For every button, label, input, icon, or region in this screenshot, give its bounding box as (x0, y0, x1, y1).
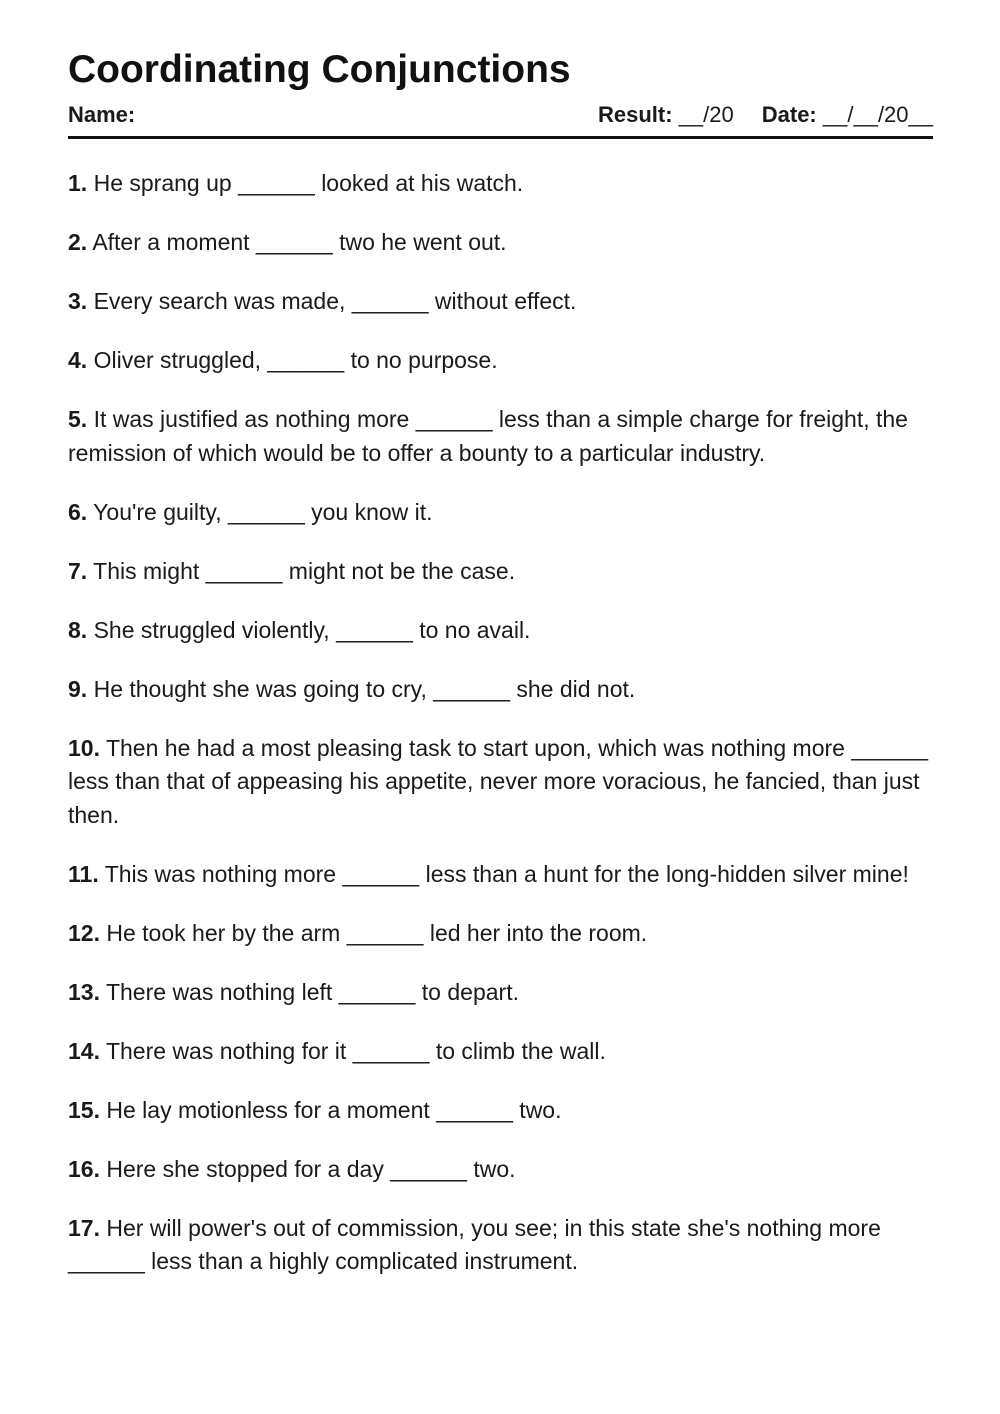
question-text: There was nothing for it ______ to climb the wall. (105, 1037, 606, 1064)
result-label: Result: (598, 102, 673, 127)
question-item (68, 496, 933, 530)
worksheet (68, 44, 933, 1304)
question-item (68, 1094, 933, 1128)
question-number: 3. (68, 288, 88, 314)
question-text: Every search was made, ______ without effect. (93, 288, 577, 314)
question-text: Here she stopped for a day ______ two. (106, 1155, 516, 1182)
question-text: After a moment ______ two he went out. (92, 229, 507, 255)
question-text: He took her by the arm ______ led her into the room. (106, 919, 648, 946)
question-item (68, 285, 933, 319)
question-text: This was nothing more ______ less than a hunt for the long-hidden silver mine! (104, 860, 909, 887)
question-item (68, 1035, 933, 1069)
question-text: This might ______ might not be the case. (93, 557, 516, 584)
question-item (68, 732, 933, 833)
question-number: 6. (68, 498, 88, 525)
question-item (68, 1153, 933, 1187)
question-number: 5. (68, 406, 88, 432)
question-list (68, 167, 933, 1279)
question-item (68, 403, 933, 470)
question-text: Oliver struggled, ______ to no purpose. (93, 347, 498, 373)
result-date-block (598, 100, 933, 130)
question-text: He thought she was going to cry, ______ she did not. (93, 675, 636, 702)
question-item (68, 555, 933, 589)
question-number: 2. (68, 229, 88, 255)
page-title: Coordinating Conjunctions (68, 48, 571, 91)
question-number: 10. (68, 734, 100, 761)
question-number: 12. (68, 919, 100, 946)
question-number: 13. (68, 978, 100, 1005)
question-number: 8. (68, 616, 88, 643)
question-item (68, 858, 933, 892)
question-item (68, 344, 933, 378)
header-row (68, 100, 933, 134)
question-text: He sprang up ______ looked at his watch. (93, 170, 524, 196)
question-item (68, 917, 933, 951)
question-item (68, 614, 933, 648)
question-item (68, 226, 933, 260)
question-item (68, 673, 933, 707)
question-number: 11. (68, 860, 99, 887)
question-text: You're guilty, ______ you know it. (93, 498, 433, 525)
question-text: It was justified as nothing more ______ less than a simple charge for freight, the remission of which would be to offer a bounty to a particular industry. (68, 406, 908, 466)
question-text: There was nothing left ______ to depart. (105, 978, 519, 1005)
question-number: 14. (68, 1037, 100, 1064)
header-divider (68, 136, 933, 139)
date-value: __/__/20__ (822, 102, 933, 127)
question-item (68, 1212, 933, 1279)
question-text: She struggled violently, ______ to no avail. (93, 616, 531, 643)
question-number: 1. (68, 170, 88, 196)
question-number: 15. (68, 1096, 100, 1123)
name-label: Name: (68, 102, 136, 127)
question-item (68, 167, 933, 201)
question-number: 4. (68, 347, 88, 373)
question-number: 16. (68, 1155, 100, 1182)
question-text: He lay motionless for a moment ______ two. (106, 1096, 562, 1123)
question-text: Then he had a most pleasing task to start upon, which was nothing more ______ less than that of appeasing his appetite, never more voracious, he fancied, than just then. (68, 734, 929, 828)
result-value: __/20 (678, 102, 734, 127)
question-number: 9. (68, 675, 88, 702)
question-item (68, 976, 933, 1010)
date-label: Date: (761, 102, 817, 127)
question-text: Her will power's out of commission, you see; in this state she's nothing more ______ less than a highly complicated instrument. (68, 1214, 881, 1274)
question-number: 17. (68, 1214, 100, 1241)
question-number: 7. (68, 557, 88, 584)
